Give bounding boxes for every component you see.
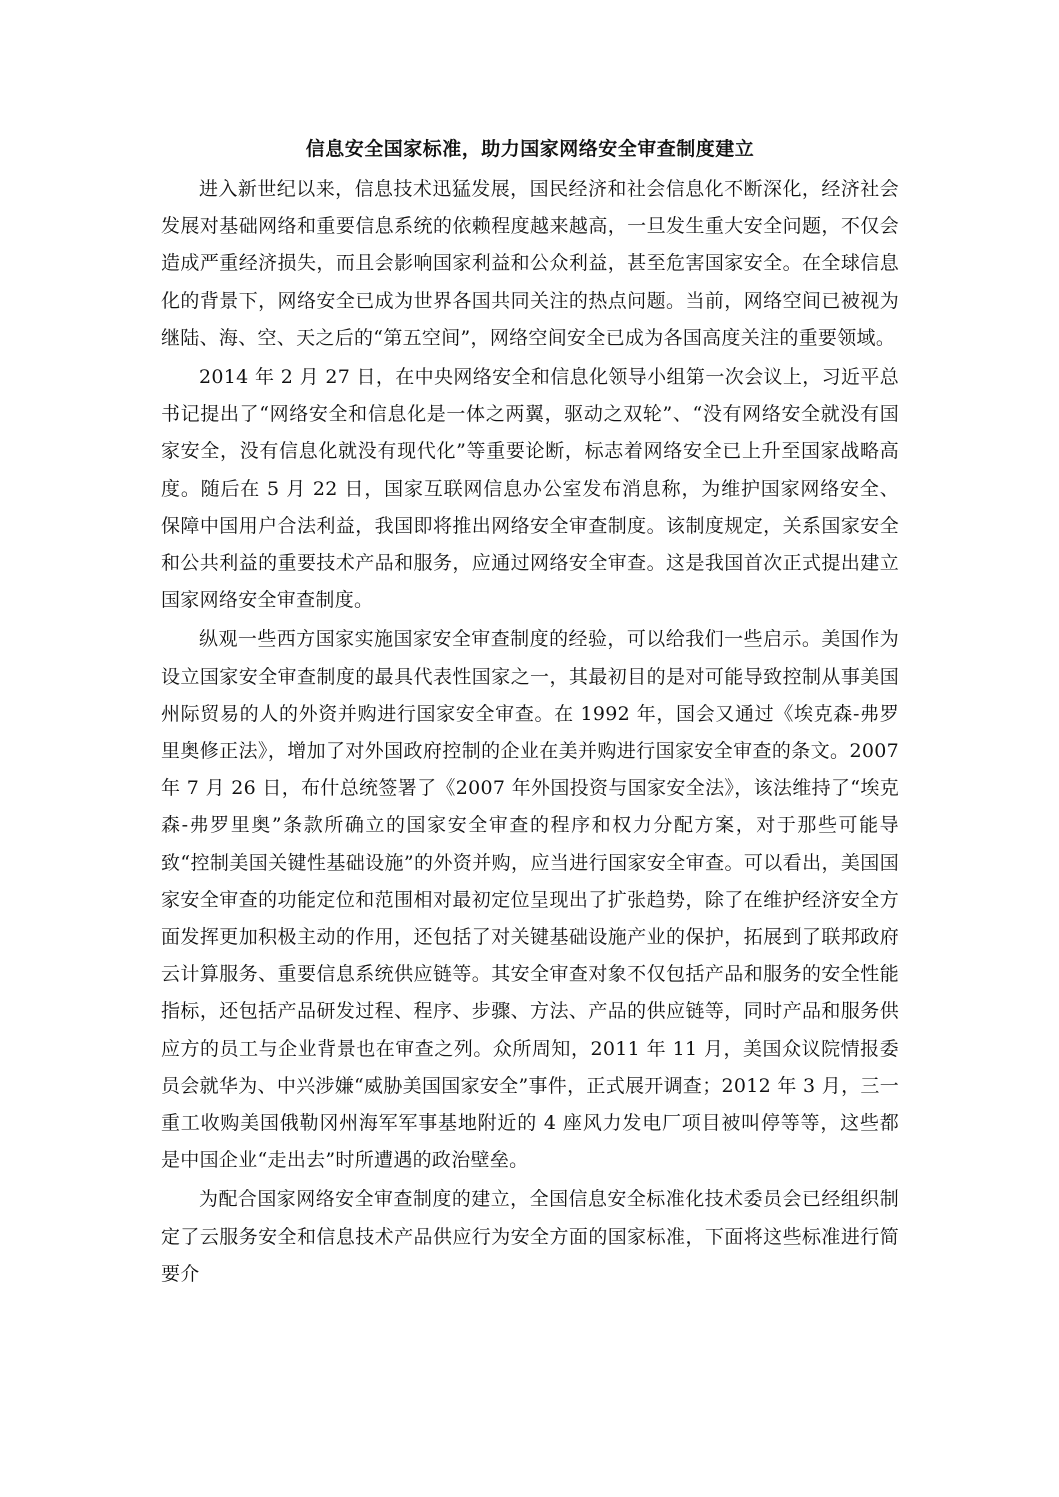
paragraph-1: 进入新世纪以来，信息技术迅猛发展，国民经济和社会信息化不断深化，经济社会发展对基础网络和重要信息系统的依赖程度越来越高，一旦发生重大安全问题，不仅会造成严重经济损失，而且会影响国家利益和公众利益，甚至危害国家安全。在全球信息化的背景下，网络安全已成为世界各国共同关注的热点问题。当前，网络空间已被视为继陆、海、空、天之后的“第五空间”，网络空间安全已成为各国高度关注的重要领域。 (161, 178, 899, 349)
document-title: 信息安全国家标准，助力国家网络安全审查制度建立 (305, 138, 755, 160)
paragraph-3: 纵观一些西方国家实施国家安全审查制度的经验，可以给我们一些启示。美国作为设立国家安全审查制度的最具代表性国家之一，其最初目的是对可能导致控制从事美国州际贸易的人的外资并购进行国家安全审查。在 1992 年，国会又通过《埃克森-弗罗里奥修正法》，增加了对外国政府控制的企业在美并购进行国家安全审查的条文。2007 年 7 月 26 日，布什总统签署了《2007 年外国投资与国家安全法》，该法维持了“埃克森-弗罗里奥”条款所确立的国家安全审查的程序和权力分配方案，对于那些可能导致“控制美国关键性基础设施”的外资并购，应当进行国家安全审查。可以看出，美国国家安全审查的功能定位和范围相对最初定位呈现出了扩张趋势，除了在维护经济安全方面发挥更加积极主动的作用，还包括了对关键基础设施产业的保护，拓展到了联邦政府云计算服务、重要信息系统供应链等。其安全审查对象不仅包括产品和服务的安全性能指标，还包括产品研发过程、程序、步骤、方法、产品的供应链等，同时产品和服务供应方的员工与企业背景也在审查之列。众所周知，2011 年 11 月，美国众议院情报委员会就华为、中兴涉嫌“威胁美国国家安全”事件，正式展开调查；2012 年 3 月，三一重工收购美国俄勒冈州海军军事基地附近的 4 座风力发电厂项目被叫停等等，这些都是中国企业“走出去”时所遭遇的政治壁垒。 (161, 628, 899, 1172)
document-page (161, 133, 899, 1295)
paragraph-4: 为配合国家网络安全审查制度的建立，全国信息安全标准化技术委员会已经组织制定了云服务安全和信息技术产品供应行为安全方面的国家标准，下面将这些标准进行简要介 (161, 1188, 899, 1285)
paragraph-2: 2014 年 2 月 27 日，在中央网络安全和信息化领导小组第一次会议上，习近平总书记提出了“网络安全和信息化是一体之两翼，驱动之双轮”、“没有网络安全就没有国家安全，没有信息化就没有现代化”等重要论断，标志着网络安全已上升至国家战略高度。随后在 5 月 22 日，国家互联网信息办公室发布消息称，为维护国家网络安全、保障中国用户合法利益，我国即将推出网络安全审查制度。该制度规定，关系国家安全和公共利益的重要技术产品和服务，应通过网络安全审查。这是我国首次正式提出建立国家网络安全审查制度。 (161, 366, 899, 612)
